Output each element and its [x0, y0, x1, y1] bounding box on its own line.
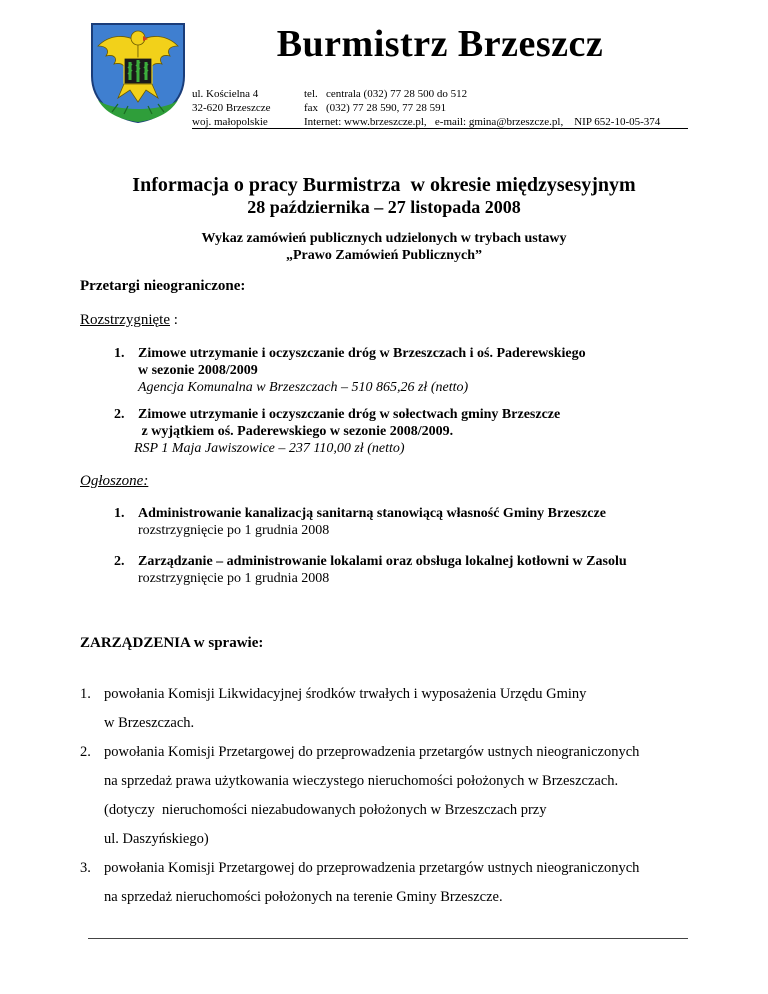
subheading-line2: „Prawo Zamówień Publicznych” — [286, 248, 482, 263]
list-item — [80, 738, 700, 854]
item-line: powołania Komisji Likwidacyjnej środków trwałych i wyposażenia Urzędu Gminy — [104, 686, 587, 702]
item-line: (dotyczy nieruchomości niezabudowanych położonych w Brzeszczach przy — [104, 802, 547, 818]
fax-value: (032) 77 28 590, 77 28 591 — [326, 102, 447, 114]
internet-line: Internet: www.brzeszcze.pl, e-mail: gmina@brzeszcze.pl, NIP 652-10-05-374 — [304, 116, 661, 128]
item-line: na sprzedaż prawa użytkowania wieczystego nieruchomości położonych w Brzeszczach. — [104, 773, 619, 789]
item-line: powołania Komisji Przetargowej do przeprowadzenia przetargów ustnych nieograniczonych — [104, 744, 640, 760]
address-block — [192, 87, 271, 129]
subheading-line1: Wykaz zamówień publicznych udzielonych w trybach ustawy — [201, 231, 567, 246]
item-title: Zarządzanie – administrowanie lokalami oraz obsługa lokalnej kotłowni w Zasolu — [138, 554, 627, 569]
tel-label: tel. — [304, 88, 318, 100]
resolved-suffix: : — [169, 312, 178, 328]
item-title-line2: w sezonie 2008/2009 — [138, 363, 258, 378]
item-detail: RSP 1 Maja Jawiszowice – 237 110,00 zł (netto) — [134, 441, 405, 456]
list-item — [80, 854, 700, 912]
announced-label: Ogłoszone: — [80, 473, 149, 489]
date-range: 28 października – 27 listopada 2008 — [247, 197, 521, 217]
address-street: ul. Kościelna 4 — [192, 88, 259, 100]
resolved-label: Rozstrzygnięte — [80, 312, 170, 328]
document-heading: Informacja o pracy Burmistrza w okresie międzysesyjnym — [132, 174, 636, 196]
item-number: 3. — [80, 860, 91, 876]
tel-value: centrala (032) 77 28 500 do 512 — [326, 88, 468, 100]
fax-label: fax — [304, 102, 319, 114]
item-title-line2: z wyjątkiem oś. Paderewskiego w sezonie 2008/2009. — [138, 424, 454, 439]
item-title-line1: Zimowe utrzymanie i oczyszczanie dróg w Brzeszczach i oś. Paderewskiego — [138, 346, 586, 361]
item-line: na sprzedaż nieruchomości położonych na terenie Gminy Brzeszcze. — [104, 889, 503, 905]
item-number: 1. — [114, 506, 125, 521]
tenders-section-title: Przetargi nieograniczone: — [80, 278, 246, 294]
address-postal: 32-620 Brzeszcze — [192, 102, 271, 114]
list-item — [114, 505, 714, 539]
header-divider — [192, 128, 688, 129]
item-line: w Brzeszczach. — [104, 715, 195, 731]
resolved-label-row — [80, 312, 178, 329]
list-item — [80, 680, 700, 738]
item-number: 1. — [80, 686, 91, 702]
item-detail: rozstrzygnięcie po 1 grudnia 2008 — [138, 523, 330, 538]
letterhead-title: Burmistrz Brzeszcz — [276, 23, 604, 65]
item-detail: Agencja Komunalna w Brzeszczach – 510 865,26 zł (netto) — [138, 380, 469, 395]
coat-of-arms-logo — [88, 20, 188, 124]
item-line: powołania Komisji Przetargowej do przeprowadzenia przetargów ustnych nieograniczonych — [104, 860, 640, 876]
item-title: Administrowanie kanalizacją sanitarną stanowiącą własność Gminy Brzeszcze — [138, 506, 606, 521]
item-number: 1. — [114, 346, 125, 361]
contact-block — [304, 87, 660, 129]
list-item — [114, 406, 714, 457]
footer-divider — [88, 938, 688, 939]
item-number: 2. — [80, 744, 91, 760]
orders-section-title: ZARZĄDZENIA w sprawie: — [80, 635, 264, 651]
address-region: woj. małopolskie — [192, 116, 268, 128]
item-number: 2. — [114, 554, 125, 569]
item-line: ul. Daszyńskiego) — [104, 831, 209, 847]
item-title-line1: Zimowe utrzymanie i oczyszczanie dróg w sołectwach gminy Brzeszcze — [138, 407, 561, 422]
item-number: 2. — [114, 407, 125, 422]
list-item — [114, 345, 714, 396]
orders-list — [80, 680, 700, 912]
list-item — [114, 553, 714, 587]
item-detail: rozstrzygnięcie po 1 grudnia 2008 — [138, 571, 330, 586]
